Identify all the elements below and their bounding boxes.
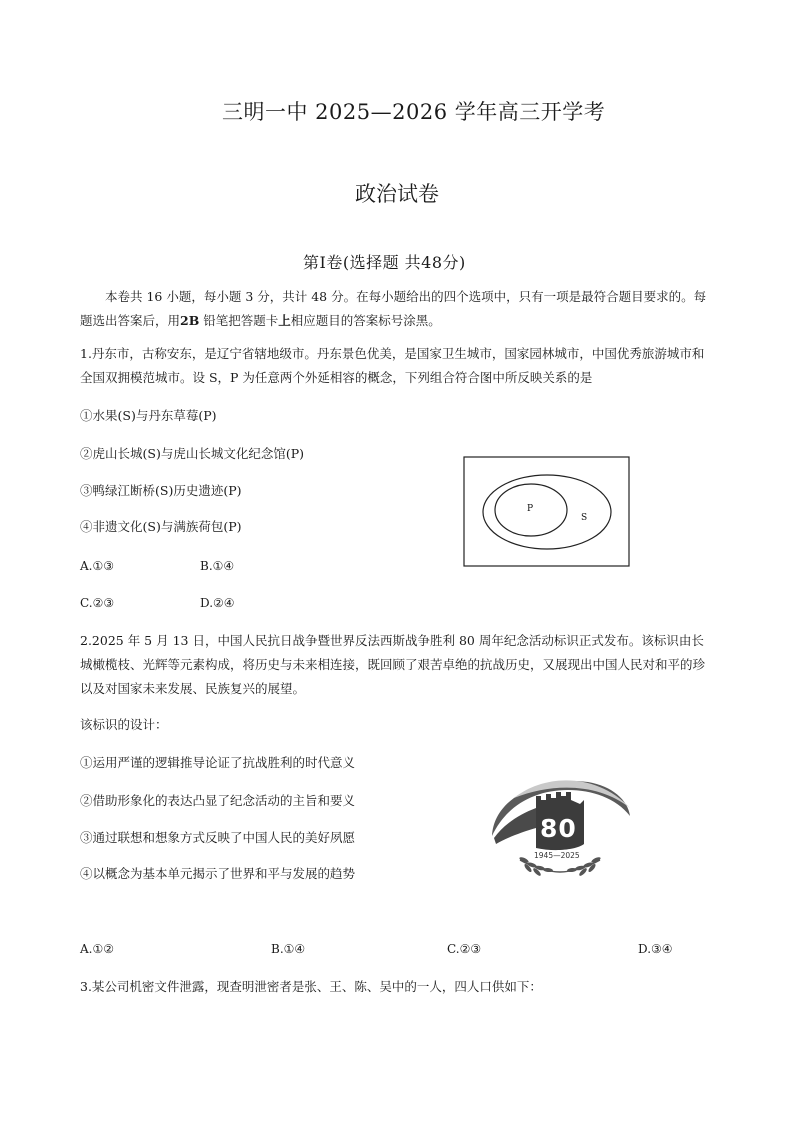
instructions-bold-up: 上 (278, 313, 291, 328)
q1-item-1: ①水果(S)与丹东草莓(P) (80, 408, 217, 423)
instructions-text-1: 本卷共 16 小题，每小题 3 分，共计 48 分。在每小题给出的四个选项中，只有一项是最符合题目要求的。每题选出答案后，用 (80, 289, 707, 328)
q1-stem: 1.丹东市，古称安东，是辽宁省辖地级市。丹东景色优美，是国家卫生城市，国家园林城市，中国优秀旅游城市和全国双拥模范城市。设 S，P 为任意两个外延相容的概念，下列组合符合图中所反映关系的是 (80, 346, 705, 385)
diagram-frame (464, 457, 629, 566)
instructions-text-2: 铅笔把答题卡 (199, 313, 279, 328)
q3-stem: 3.某公司机密文件泄露，现查明泄密者是张、王、陈、吴中的一人，四人口供如下： (80, 979, 542, 994)
q2-item-1: ①运用严谨的逻辑推导论证了抗战胜利的时代意义 (80, 755, 356, 770)
logo-number: 80 (540, 814, 577, 843)
q1-item-3: ③鸭绿江断桥(S)历史遗迹(P) (80, 483, 242, 498)
q2-option-b[interactable]: B.①④ (271, 942, 306, 956)
q2-option-d[interactable]: D.③④ (638, 942, 673, 956)
logo-years: 1945—2025 (534, 851, 580, 860)
q2-option-c[interactable]: C.②③ (447, 942, 482, 956)
q2-item-2: ②借助形象化的表达凸显了纪念活动的主旨和要义 (80, 793, 356, 808)
subject-title: 政治试卷 (355, 182, 439, 206)
outer-label: S (581, 513, 588, 523)
q1-option-a[interactable]: A.①③ (80, 559, 114, 573)
instructions-text-3: 相应题目的答案标号涂黑。 (290, 313, 441, 328)
exam-title: 三明一中 2025—2026 学年高三开学考 (222, 100, 606, 124)
inner-label: P (527, 504, 534, 514)
q1-venn-diagram (463, 456, 631, 568)
anniversary-logo (484, 768, 636, 880)
q2-lead: 该标识的设计： (80, 717, 168, 732)
q1-option-d[interactable]: D.②④ (200, 596, 235, 610)
q1-option-c[interactable]: C.②③ (80, 596, 115, 610)
q1-item-4: ④非遗文化(S)与满族荷包(P) (80, 519, 242, 534)
q2-item-4: ④以概念为基本单元揭示了世界和平与发展的趋势 (80, 866, 356, 881)
q2-item-3: ③通过联想和想象方式反映了中国人民的美好夙愿 (80, 830, 356, 845)
q2-stem: 2.2025 年 5 月 13 日，中国人民抗日战争暨世界反法西斯战争胜利 80 周年纪念活动标识正式发布。该标识由长城橄榄枝、光辉等元素构成，将历史与未来相连接，既回顾了艰苦卓绝的抗战历史，又展现出中国人民对和平的珍以及对国家未来发展、民族复兴的展望。 (80, 633, 706, 696)
q2-option-a[interactable]: A.①② (80, 942, 114, 956)
q1-item-2: ②虎山长城(S)与虎山长城文化纪念馆(P) (80, 446, 304, 461)
q1-option-b[interactable]: B.①④ (200, 559, 235, 573)
part-title: 第Ⅰ卷(选择题 共48分) (303, 253, 466, 272)
instructions-bold-2b: 2B (180, 313, 200, 328)
instructions (80, 285, 712, 333)
